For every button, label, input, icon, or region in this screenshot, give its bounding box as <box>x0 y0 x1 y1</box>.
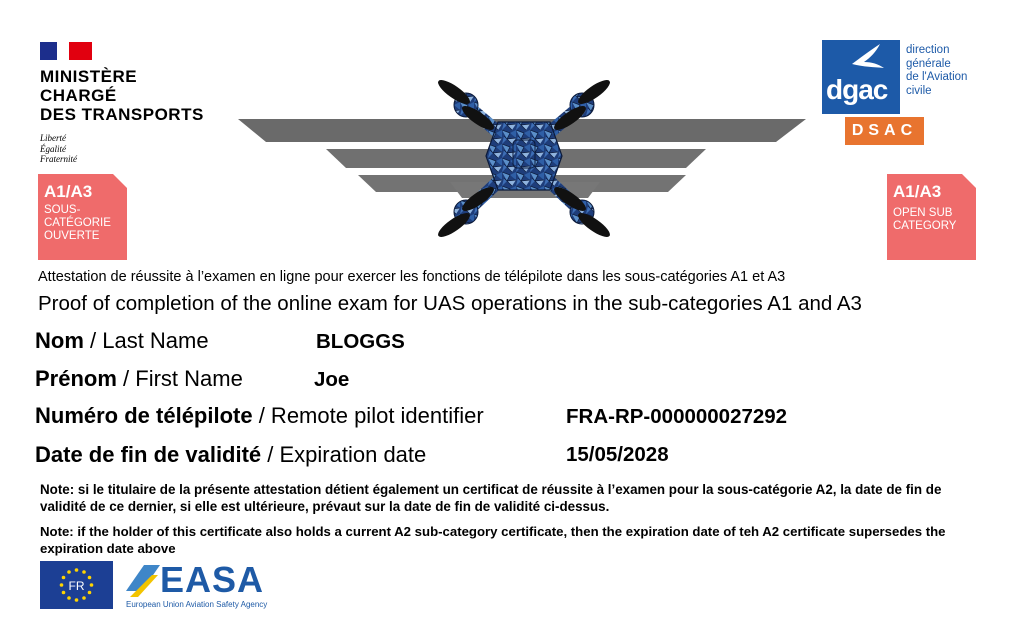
badge-subtitle <box>893 207 970 233</box>
dgac-text-line: direction <box>906 44 950 56</box>
eu-code: FR <box>68 579 85 593</box>
eu-star <box>60 583 64 587</box>
easa-full-name: European Union Aviation Safety Agency <box>126 600 268 609</box>
easa-wing-icon <box>126 565 160 597</box>
eu-star <box>67 570 71 574</box>
eu-star <box>88 591 92 595</box>
eu-stars-icon <box>40 561 113 609</box>
badge-title: A1/A3 <box>44 182 93 201</box>
ministry-line-1: MINISTÈRE <box>40 67 138 86</box>
eu-star <box>75 598 79 602</box>
label-en: / Expiration date <box>261 442 427 467</box>
eu-star <box>88 576 92 580</box>
expiration-value: 15/05/2028 <box>566 443 669 466</box>
ministry-line-3: DES TRANSPORTS <box>40 105 204 124</box>
note-english: Note: if the holder of this certificate also holds a current A2 sub-category certificate, then the expiration date of teh A2 certificate supersedes the expiration date above <box>40 524 946 556</box>
label-en: / Remote pilot identifier <box>252 403 484 428</box>
ministry-line-2: CHARGÉ <box>40 86 117 105</box>
republic-motto <box>40 133 77 165</box>
first-name-value: Joe <box>314 368 350 391</box>
badge-subtitle-line: OPEN SUB <box>893 207 953 219</box>
drone-wings-illustration <box>236 60 812 260</box>
pilot-id-value: FRA-RP-000000027292 <box>566 405 788 428</box>
eu-star <box>67 596 71 600</box>
title-english: Proof of completion of the online exam for UAS operations in the sub-categories A1 and A3 <box>38 292 862 315</box>
category-badge-fr <box>38 174 127 260</box>
first-name-label <box>35 366 243 392</box>
eu-star <box>62 576 66 580</box>
badge-subtitle-line: CATÉGORIE <box>44 217 111 229</box>
eu-star <box>62 591 66 595</box>
badge-subtitle-line: SOUS- <box>44 204 81 216</box>
eu-star <box>90 583 94 587</box>
eu-star <box>75 568 79 572</box>
note-french: Note: si le titulaire de la présente attestation détient également un certificat de réussite à l’examen pour la sous-catégorie A2, la date de fin de validité de ce dernier, si elle est ultérieure, prévaut sur la date de fin de validité ci-dessus. <box>40 482 942 514</box>
badge-subtitle <box>44 204 121 243</box>
easa-wordmark: EASA <box>160 559 265 600</box>
label-en: / First Name <box>116 366 243 391</box>
dsac-label: DSAC <box>845 117 924 145</box>
expiration-label <box>35 442 426 468</box>
label-fr: Prénom <box>35 366 117 391</box>
title-french: Attestation de réussite à l’examen en ligne pour exercer les fonctions de télépilote dans les sous-catégories A1 et A3 <box>38 269 786 285</box>
badge-subtitle-line: OUVERTE <box>44 230 100 242</box>
dgac-text-line: civile <box>906 84 932 97</box>
dgac-wordmark: dgac <box>826 74 888 105</box>
badge-corner <box>113 174 127 188</box>
dgac-text-line: de l'Aviation <box>906 71 968 83</box>
motto-fraternite: Fraternité <box>40 154 77 164</box>
ministry-name <box>40 67 204 124</box>
label-fr: Numéro de télépilote <box>35 403 253 428</box>
badge-title: A1/A3 <box>893 182 942 201</box>
bird-icon <box>822 40 900 76</box>
motto-liberte: Liberté <box>40 133 66 143</box>
label-en: / Last Name <box>83 328 209 353</box>
marianne-flag-logo <box>40 42 92 60</box>
last-name-value: BLOGGS <box>316 330 405 353</box>
badge-subtitle-line: CATEGORY <box>893 220 957 232</box>
badge-corner <box>962 174 976 188</box>
pilot-id-label <box>35 403 484 429</box>
category-badge-en <box>887 174 976 260</box>
last-name-label <box>35 328 209 354</box>
motto-egalite: Égalité <box>40 143 66 154</box>
eu-flag-logo <box>40 561 113 609</box>
eu-star <box>82 570 86 574</box>
label-fr: Date de fin de validité <box>35 442 262 467</box>
eu-star <box>82 596 86 600</box>
label-fr: Nom <box>35 328 84 353</box>
dgac-description <box>906 44 967 98</box>
dgac-text-line: générale <box>906 57 951 70</box>
